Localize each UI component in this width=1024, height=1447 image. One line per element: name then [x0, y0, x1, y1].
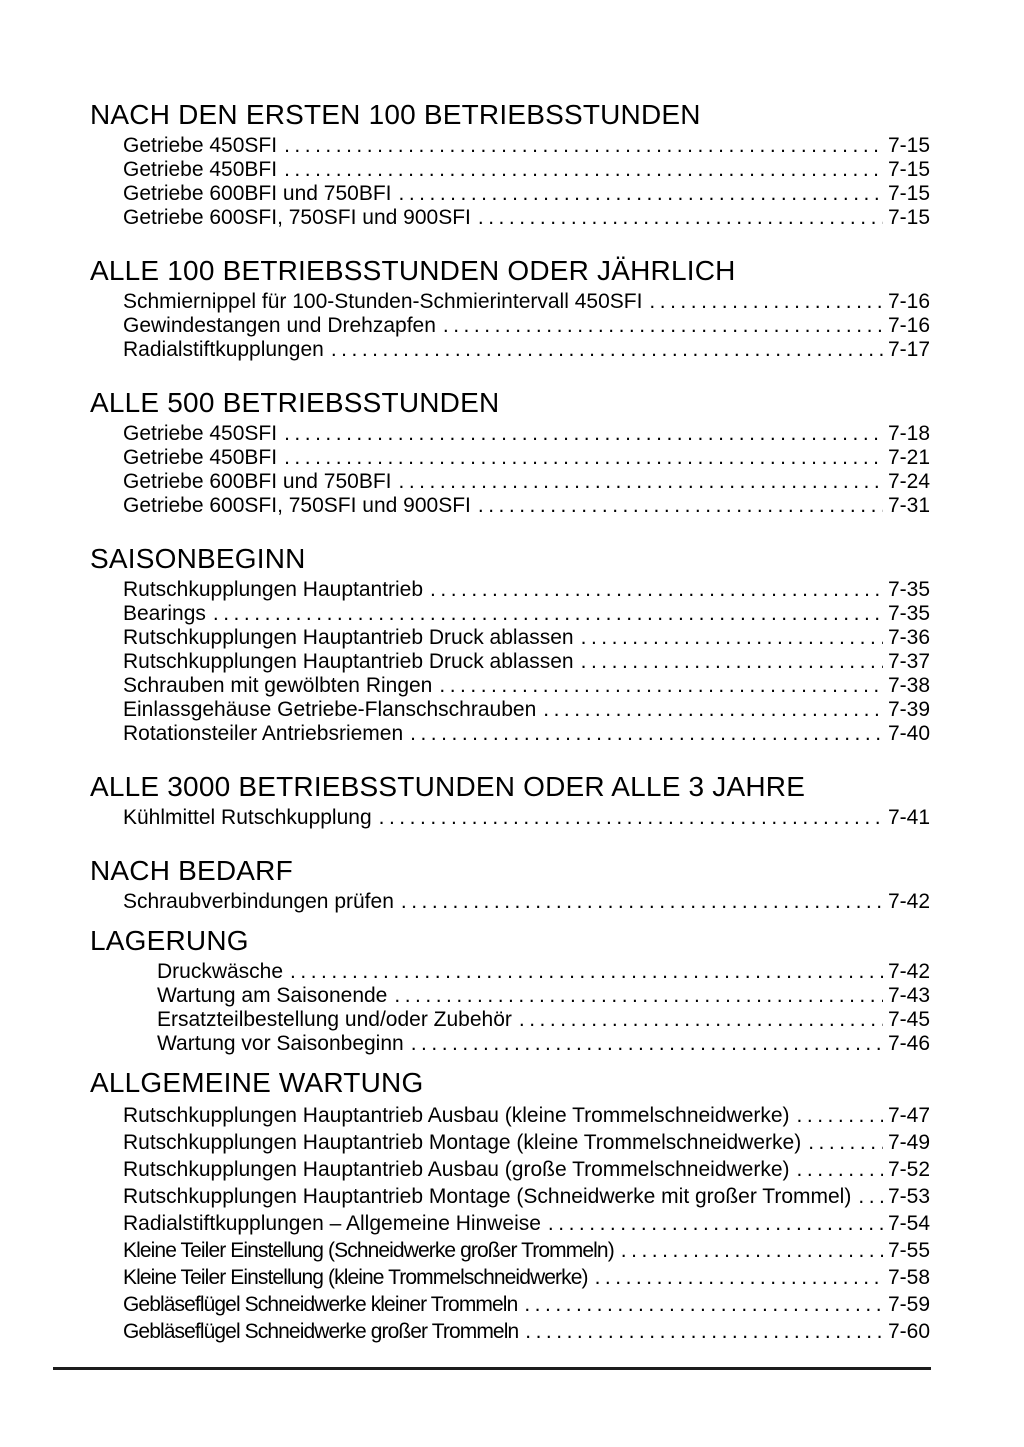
dot-leader — [858, 1183, 883, 1210]
entry-page-number: 7-52 — [887, 1158, 930, 1181]
entry-page-number: 7-58 — [887, 1266, 930, 1289]
dot-leader — [808, 1129, 883, 1156]
entry-label: Gebläseflügel Schneidwerke kleiner Trommeln — [123, 1293, 518, 1316]
section-title: SAISONBEGINN — [90, 543, 306, 574]
toc-entry — [123, 806, 930, 830]
entry-list — [90, 134, 930, 230]
entry-page-number: 7-18 — [887, 422, 930, 445]
entry-label: Rotationsteiler Antriebsriemen — [123, 722, 404, 745]
toc-entry — [123, 1318, 930, 1345]
toc-entry — [123, 1237, 930, 1264]
entry-page-number: 7-15 — [887, 206, 930, 229]
toc-entry — [123, 1291, 930, 1318]
dot-leader — [525, 1318, 883, 1345]
section-title: ALLE 500 BETRIEBSSTUNDEN — [90, 387, 500, 418]
dot-leader — [284, 446, 883, 470]
dot-leader — [401, 890, 883, 914]
entry-list — [90, 960, 930, 1056]
entry-label: Kühlmittel Rutschkupplung — [123, 806, 372, 829]
toc-entry — [123, 158, 930, 182]
dot-leader — [595, 1264, 883, 1291]
entry-page-number: 7-42 — [887, 960, 930, 983]
entry-page-number: 7-46 — [887, 1032, 930, 1055]
toc-section — [90, 856, 930, 914]
entry-label: Getriebe 600SFI, 750SFI und 900SFI — [123, 206, 471, 229]
toc-entry — [123, 650, 930, 674]
toc-entry — [123, 578, 930, 602]
dot-leader — [430, 578, 883, 602]
toc-entry — [123, 338, 930, 362]
dot-leader — [284, 158, 883, 182]
entry-page-number: 7-45 — [887, 1008, 930, 1031]
section-title: ALLE 3000 BETRIEBSSTUNDEN ODER ALLE 3 JAHRE — [90, 771, 806, 802]
dot-leader — [399, 182, 883, 206]
entry-page-number: 7-40 — [887, 722, 930, 745]
entry-page-number: 7-42 — [887, 890, 930, 913]
toc-entry — [123, 1129, 930, 1156]
section-title: ALLGEMEINE WARTUNG — [90, 1067, 424, 1098]
toc-section — [90, 1068, 930, 1345]
entry-page-number: 7-39 — [887, 698, 930, 721]
toc-entry — [123, 602, 930, 626]
entry-page-number: 7-60 — [887, 1320, 930, 1343]
toc-section — [90, 772, 930, 830]
entry-page-number: 7-24 — [887, 470, 930, 493]
dot-leader — [543, 698, 883, 722]
dot-leader — [379, 806, 883, 830]
entry-label: Gewindestangen und Drehzapfen — [123, 314, 436, 337]
entry-page-number: 7-16 — [887, 314, 930, 337]
entry-label: Ersatzteilbestellung und/oder Zubehör — [157, 1008, 512, 1031]
entry-label: Getriebe 600BFI und 750BFI — [123, 470, 392, 493]
toc-entry — [123, 206, 930, 230]
dot-leader — [548, 1210, 883, 1237]
entry-page-number: 7-49 — [887, 1131, 930, 1154]
dot-leader — [443, 314, 883, 338]
dot-leader — [524, 1291, 883, 1318]
entry-label: Rutschkupplungen Hauptantrieb Druck ablassen — [123, 626, 574, 649]
toc-section — [90, 388, 930, 518]
toc-entry — [123, 1156, 930, 1183]
toc-entry — [123, 1210, 930, 1237]
dot-leader — [284, 422, 883, 446]
entry-list — [90, 422, 930, 518]
entry-page-number: 7-47 — [887, 1104, 930, 1127]
entry-page-number: 7-59 — [887, 1293, 930, 1316]
entry-list — [90, 890, 930, 914]
toc-entry — [157, 1008, 930, 1032]
entry-label: Getriebe 450BFI — [123, 446, 278, 469]
entry-label: Kleine Teiler Einstellung (Schneidwerke großer Trommeln) — [123, 1239, 614, 1262]
toc-entry — [123, 470, 930, 494]
entry-page-number: 7-15 — [887, 182, 930, 205]
entry-label: Getriebe 450SFI — [123, 422, 278, 445]
toc-entry — [123, 314, 930, 338]
toc-section — [90, 100, 930, 230]
dot-leader — [411, 1032, 883, 1056]
dot-leader — [478, 494, 883, 518]
entry-label: Rutschkupplungen Hauptantrieb Montage (Schneidwerke mit großer Trommel) — [123, 1185, 852, 1208]
entry-label: Getriebe 600SFI, 750SFI und 900SFI — [123, 494, 471, 517]
toc-section — [90, 544, 930, 746]
section-title: NACH DEN ERSTEN 100 BETRIEBSSTUNDEN — [90, 99, 701, 130]
entry-list — [90, 578, 930, 746]
dot-leader — [394, 984, 883, 1008]
entry-label: Wartung vor Saisonbeginn — [157, 1032, 404, 1055]
toc-entry — [157, 1032, 930, 1056]
toc-entry — [123, 494, 930, 518]
toc-entry — [123, 446, 930, 470]
entry-page-number: 7-41 — [887, 806, 930, 829]
toc-entry — [123, 890, 930, 914]
entry-label: Getriebe 450SFI — [123, 134, 278, 157]
entry-label: Kleine Teiler Einstellung (kleine Trommelschneidwerke) — [123, 1266, 588, 1289]
entry-label: Schraubverbindungen prüfen — [123, 890, 394, 913]
entry-list — [90, 1102, 930, 1345]
dot-leader — [331, 338, 883, 362]
entry-label: Schrauben mit gewölbten Ringen — [123, 674, 433, 697]
entry-label: Einlassgehäuse Getriebe-Flanschschrauben — [123, 698, 537, 721]
section-title: NACH BEDARF — [90, 855, 293, 886]
dot-leader — [797, 1156, 883, 1183]
toc-entry — [123, 698, 930, 722]
entry-label: Rutschkupplungen Hauptantrieb Montage (kleine Trommelschneidwerke) — [123, 1131, 802, 1154]
entry-page-number: 7-35 — [887, 602, 930, 625]
section-title: LAGERUNG — [90, 925, 249, 956]
entry-page-number: 7-31 — [887, 494, 930, 517]
dot-leader — [399, 470, 883, 494]
toc-entry — [123, 626, 930, 650]
entry-page-number: 7-35 — [887, 578, 930, 601]
dot-leader — [649, 290, 883, 314]
dot-leader — [621, 1237, 883, 1264]
toc-list — [90, 100, 930, 1345]
toc-entry — [157, 960, 930, 984]
toc-entry — [123, 1183, 930, 1210]
dot-leader — [284, 134, 883, 158]
entry-label: Wartung am Saisonende — [157, 984, 388, 1007]
entry-label: Radialstiftkupplungen – Allgemeine Hinweise — [123, 1212, 541, 1235]
entry-page-number: 7-37 — [887, 650, 930, 673]
entry-page-number: 7-21 — [887, 446, 930, 469]
toc-entry — [123, 422, 930, 446]
entry-label: Radialstiftkupplungen — [123, 338, 324, 361]
toc-entry — [123, 134, 930, 158]
entry-page-number: 7-38 — [887, 674, 930, 697]
dot-leader — [410, 722, 883, 746]
entry-label: Schmiernippel für 100-Stunden-Schmierintervall 450SFI — [123, 290, 643, 313]
dot-leader — [797, 1102, 883, 1129]
dot-leader — [439, 674, 883, 698]
dot-leader — [213, 602, 883, 626]
entry-page-number: 7-15 — [887, 134, 930, 157]
toc-section — [90, 256, 930, 362]
dot-leader — [519, 1008, 883, 1032]
entry-page-number: 7-54 — [887, 1212, 930, 1235]
toc-entry — [123, 182, 930, 206]
entry-label: Getriebe 450BFI — [123, 158, 278, 181]
entry-label: Gebläseflügel Schneidwerke großer Trommeln — [123, 1320, 519, 1343]
entry-list — [90, 290, 930, 362]
toc-entry — [123, 1102, 930, 1129]
entry-page-number: 7-15 — [887, 158, 930, 181]
footer-rule — [53, 1367, 931, 1370]
toc-entry — [123, 674, 930, 698]
entry-label: Rutschkupplungen Hauptantrieb Ausbau (große Trommelschneidwerke) — [123, 1158, 790, 1181]
entry-list — [90, 806, 930, 830]
entry-label: Rutschkupplungen Hauptantrieb Ausbau (kleine Trommelschneidwerke) — [123, 1104, 790, 1127]
dot-leader — [581, 650, 883, 674]
toc-section — [90, 926, 930, 1056]
entry-label: Rutschkupplungen Hauptantrieb — [123, 578, 424, 601]
entry-label: Getriebe 600BFI und 750BFI — [123, 182, 392, 205]
entry-page-number: 7-36 — [887, 626, 930, 649]
entry-label: Rutschkupplungen Hauptantrieb Druck ablassen — [123, 650, 574, 673]
entry-page-number: 7-16 — [887, 290, 930, 313]
dot-leader — [290, 960, 883, 984]
toc-entry — [123, 722, 930, 746]
section-title: ALLE 100 BETRIEBSSTUNDEN ODER JÄHRLICH — [90, 255, 736, 286]
dot-leader — [478, 206, 883, 230]
entry-page-number: 7-43 — [887, 984, 930, 1007]
entry-page-number: 7-53 — [887, 1185, 930, 1208]
toc-entry — [123, 290, 930, 314]
entry-label: Druckwäsche — [157, 960, 284, 983]
entry-page-number: 7-55 — [887, 1239, 930, 1262]
entry-label: Bearings — [123, 602, 206, 625]
toc-entry — [123, 1264, 930, 1291]
entry-page-number: 7-17 — [887, 338, 930, 361]
toc-entry — [157, 984, 930, 1008]
dot-leader — [581, 626, 883, 650]
